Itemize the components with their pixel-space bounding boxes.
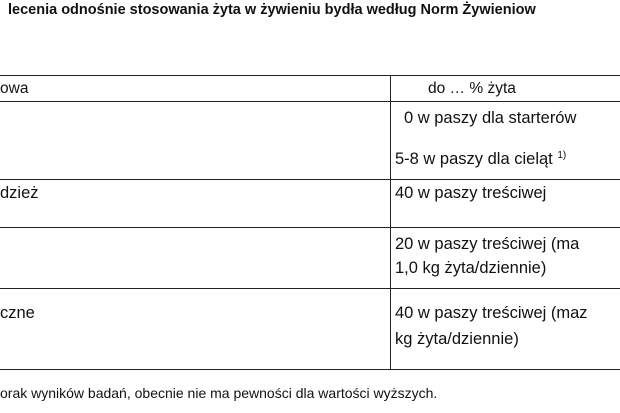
- row1-line2-text: 5-8 w paszy dla cieląt: [395, 150, 553, 168]
- table-bottom-rule: [0, 369, 620, 370]
- footnote: orak wyników badań, obecnie nie ma pewności dla wartości wyższych.: [0, 385, 438, 401]
- row-divider-1: [0, 179, 620, 180]
- footnote-marker: 1): [557, 150, 567, 161]
- table-top-rule: [0, 75, 620, 76]
- row3-line2: 1,0 kg żyta/dziennie): [395, 259, 547, 277]
- header-animal-group: owa: [0, 80, 29, 97]
- header-bottom-rule: [0, 101, 620, 102]
- header-rye-percent: do … % żyta: [428, 80, 516, 97]
- row1-line2: [395, 149, 566, 169]
- row4-line2: kg żyta/dziennie): [395, 330, 519, 348]
- row3-line1: 20 w paszy treściwej (ma: [395, 235, 580, 253]
- row2-animal: dzież: [0, 184, 39, 202]
- row2-line1: 40 w paszy treściwej: [395, 184, 547, 202]
- row1-line1: 0 w paszy dla starterów: [404, 109, 577, 127]
- row4-line1: 40 w paszy treściwej (maz: [395, 304, 588, 322]
- column-divider: [390, 75, 391, 370]
- row-divider-3: [0, 288, 620, 289]
- row4-animal: czne: [0, 304, 35, 322]
- table-title: lecenia odnośnie stosowania żyta w żywieniu bydła według Norm Żywieniow: [8, 2, 536, 18]
- row-divider-2: [0, 227, 620, 228]
